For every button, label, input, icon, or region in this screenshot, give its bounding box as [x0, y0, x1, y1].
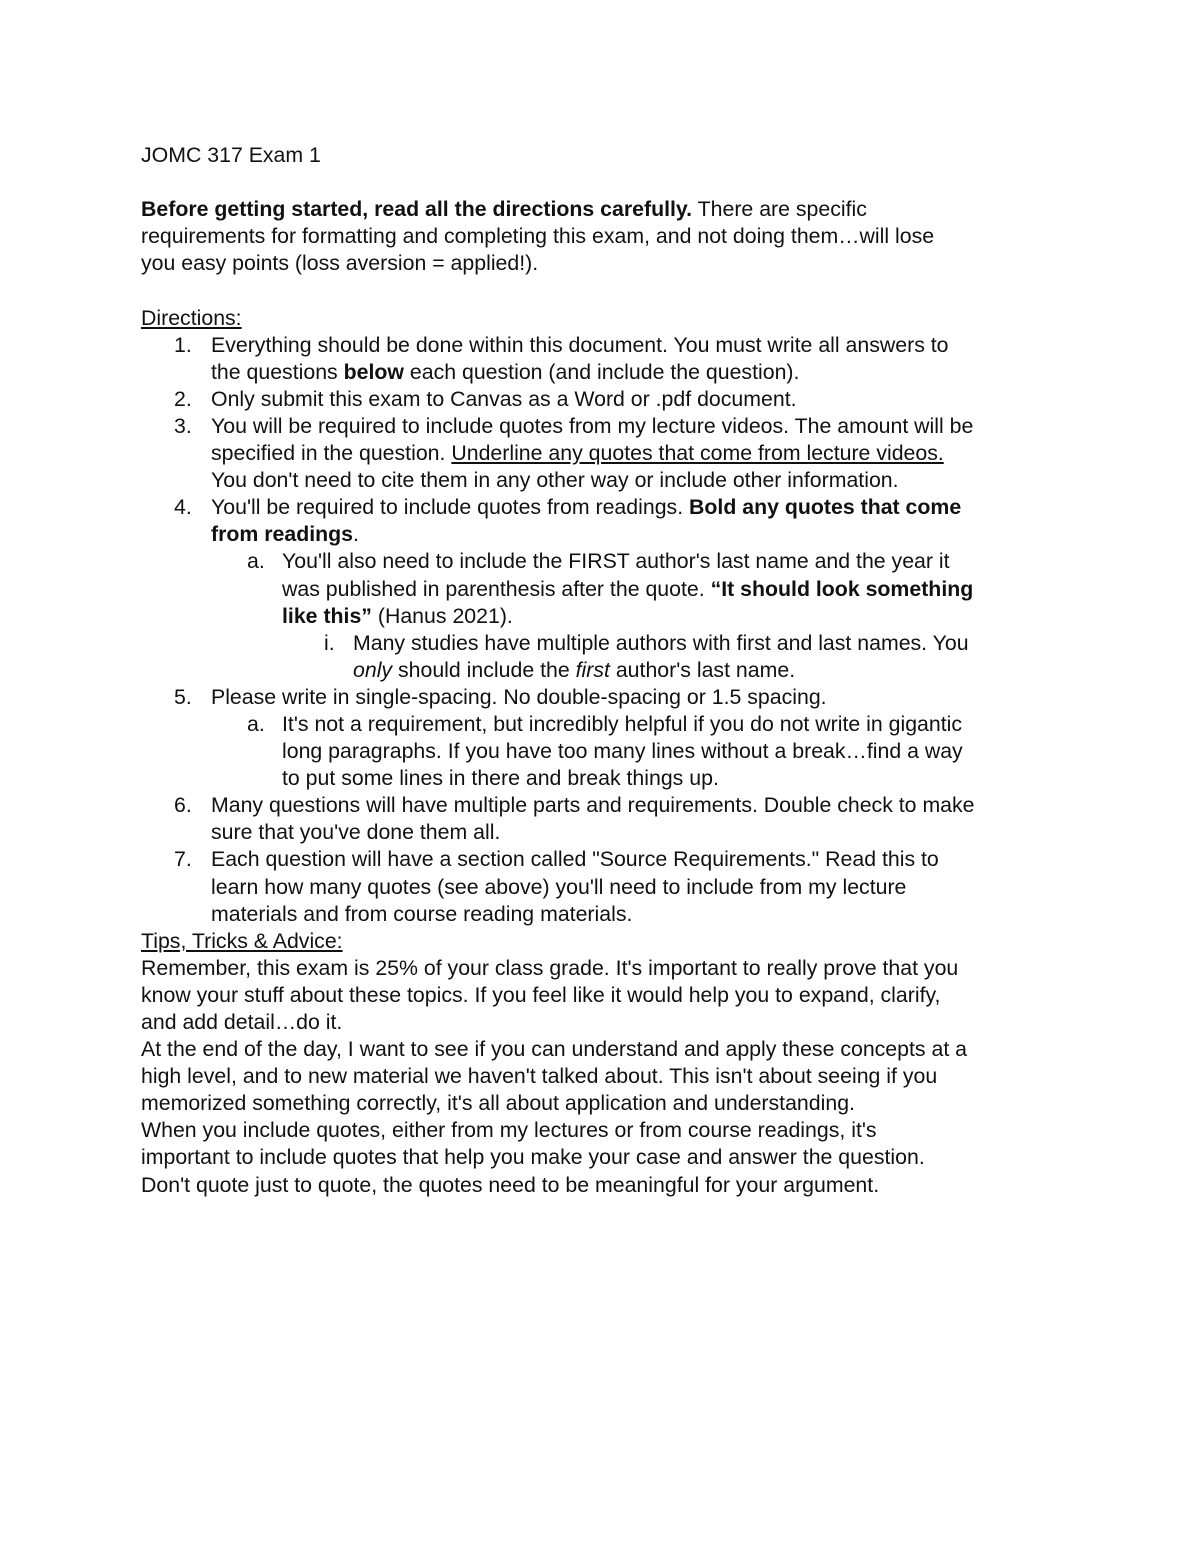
tips-text: memorized something correctly, it's all about application and understanding. — [141, 1091, 855, 1116]
tips-line — [141, 1036, 1071, 1063]
list-line — [211, 467, 1071, 494]
list-number: 1. — [174, 332, 192, 357]
sub-list-item — [141, 711, 1071, 792]
intro-line-1 — [141, 196, 1071, 223]
tips-line — [141, 1009, 1071, 1036]
intro-paragraph — [141, 196, 1071, 277]
intro-line-3 — [141, 250, 1071, 277]
list-text: sure that you've done them all. — [211, 820, 501, 845]
list-line — [211, 874, 1071, 901]
intro-text: There are specific — [692, 197, 867, 222]
directions-heading-text: Directions: — [141, 305, 242, 330]
list-line — [282, 576, 1071, 603]
list-line — [211, 413, 1071, 440]
list-text: materials and from course reading materials. — [211, 901, 633, 926]
list-text: (Hanus 2021). — [371, 603, 513, 628]
list-item — [141, 846, 1071, 927]
intro-text: requirements for formatting and completing this exam, and not doing them…will lose — [141, 224, 935, 249]
list-line — [282, 711, 1071, 738]
tips-text: high level, and to new material we haven't talked about. This isn't about seeing if you — [141, 1064, 938, 1089]
list-bold-text: “It should look something — [710, 576, 974, 601]
list-item — [141, 386, 1071, 413]
list-text: It's not a requirement, but incredibly helpful if you do not write in gigantic — [282, 711, 963, 736]
directions-heading — [141, 305, 1071, 332]
list-text: Each question will have a section called "Source Requirements." Read this to — [211, 847, 939, 872]
sub-sub-list-item — [141, 630, 1071, 684]
tips-text: know your stuff about these topics. If you feel like it would help you to expand, clarify, — [141, 982, 941, 1007]
list-roman-numeral: i. — [324, 630, 335, 655]
list-line — [211, 386, 1071, 413]
list-text: Please write in single-spacing. No double-spacing or 1.5 spacing. — [211, 684, 827, 709]
list-bold-text: below — [343, 359, 404, 384]
intro-bold-text: Before getting started, read all the directions carefully. — [141, 197, 693, 222]
directions-list — [141, 332, 1071, 928]
tips-line — [141, 1172, 1071, 1199]
list-item — [141, 792, 1071, 846]
list-text: learn how many quotes (see above) you'll need to include from my lecture — [211, 874, 907, 899]
tips-text: At the end of the day, I want to see if you can understand and apply these concepts at a — [141, 1037, 968, 1062]
list-text: specified in the question. — [211, 441, 452, 466]
intro-text: you easy points (loss aversion = applied!). — [141, 251, 539, 276]
list-number: 5. — [174, 684, 192, 709]
spacer — [141, 277, 1071, 304]
list-text: should include the — [392, 657, 576, 682]
list-text: You will be required to include quotes from my lecture videos. The amount will be — [211, 413, 974, 438]
tips-text: Don't quote just to quote, the quotes need to be meaningful for your argument. — [141, 1172, 880, 1197]
list-text: Many studies have multiple authors with first and last names. You — [353, 630, 969, 655]
list-line — [211, 494, 1071, 521]
intro-line-2 — [141, 223, 1071, 250]
list-line — [211, 792, 1071, 819]
list-line — [282, 738, 1071, 765]
tips-line — [141, 1144, 1071, 1171]
list-text: Everything should be done within this document. You must write all answers to — [211, 332, 949, 357]
tips-line — [141, 1063, 1071, 1090]
tips-paragraphs — [141, 955, 1071, 1199]
list-text: You'll also need to include the FIRST author's last name and the year it — [282, 549, 950, 574]
list-underlined-text: Underline any quotes that come from lecture videos. — [451, 441, 944, 466]
tips-heading-text: Tips, Tricks & Advice: — [141, 928, 343, 953]
list-line — [282, 548, 1071, 575]
tips-text: and add detail…do it. — [141, 1010, 343, 1034]
list-bold-text: from readings — [211, 522, 354, 547]
tips-line — [141, 955, 1071, 982]
list-text: long paragraphs. If you have too many lines without a break…find a way — [282, 739, 963, 764]
list-text: Many questions will have multiple parts and requirements. Double check to make — [211, 793, 975, 818]
list-text: . — [353, 522, 359, 547]
tips-text: When you include quotes, either from my lectures or from course readings, it's — [141, 1118, 877, 1143]
list-bold-text: like this” — [282, 603, 372, 628]
list-number: 3. — [174, 413, 192, 438]
list-text: You don't need to cite them in any other way or include other information. — [211, 468, 899, 493]
list-number: 6. — [174, 793, 192, 818]
list-number: 2. — [174, 386, 192, 411]
list-line — [211, 332, 1071, 359]
list-item — [141, 413, 1071, 494]
list-line — [353, 630, 1071, 657]
list-text: each question (and include the question). — [403, 359, 800, 384]
list-line — [211, 846, 1071, 873]
list-italic-text: first — [575, 657, 610, 682]
document-page — [141, 142, 1071, 1199]
sub-list-item — [141, 548, 1071, 629]
list-letter: a. — [247, 549, 265, 574]
list-line — [282, 603, 1071, 630]
list-number: 4. — [174, 495, 192, 520]
list-line — [211, 819, 1071, 846]
list-text: You'll be required to include quotes from readings. — [211, 495, 690, 520]
tips-line — [141, 982, 1071, 1009]
list-item — [141, 332, 1071, 386]
list-number: 7. — [174, 847, 192, 872]
list-line — [353, 657, 1071, 684]
list-bold-text: Bold any quotes that come — [689, 495, 962, 520]
list-text: was published in parenthesis after the quote. — [282, 576, 711, 601]
tips-text: Remember, this exam is 25% of your class grade. It's important to really prove that you — [141, 955, 959, 980]
list-text: Only submit this exam to Canvas as a Word or .pdf document. — [211, 386, 797, 411]
spacer — [141, 169, 1071, 196]
tips-heading — [141, 928, 1071, 955]
list-text: the questions — [211, 359, 344, 384]
list-line — [282, 765, 1071, 792]
list-line — [211, 359, 1071, 386]
list-line — [211, 521, 1071, 548]
list-item — [141, 684, 1071, 711]
list-item — [141, 494, 1071, 548]
tips-text: important to include quotes that help you make your case and answer the question. — [141, 1145, 925, 1170]
tips-line — [141, 1090, 1071, 1117]
list-italic-text: only — [353, 657, 393, 682]
list-line — [211, 440, 1071, 467]
list-line — [211, 901, 1071, 928]
list-text: author's last name. — [609, 657, 796, 682]
list-text: to put some lines in there and break things up. — [282, 766, 719, 791]
list-line — [211, 684, 1071, 711]
tips-line — [141, 1117, 1071, 1144]
document-title — [141, 142, 1071, 169]
list-letter: a. — [247, 711, 265, 736]
title-text: JOMC 317 Exam 1 — [141, 143, 321, 167]
